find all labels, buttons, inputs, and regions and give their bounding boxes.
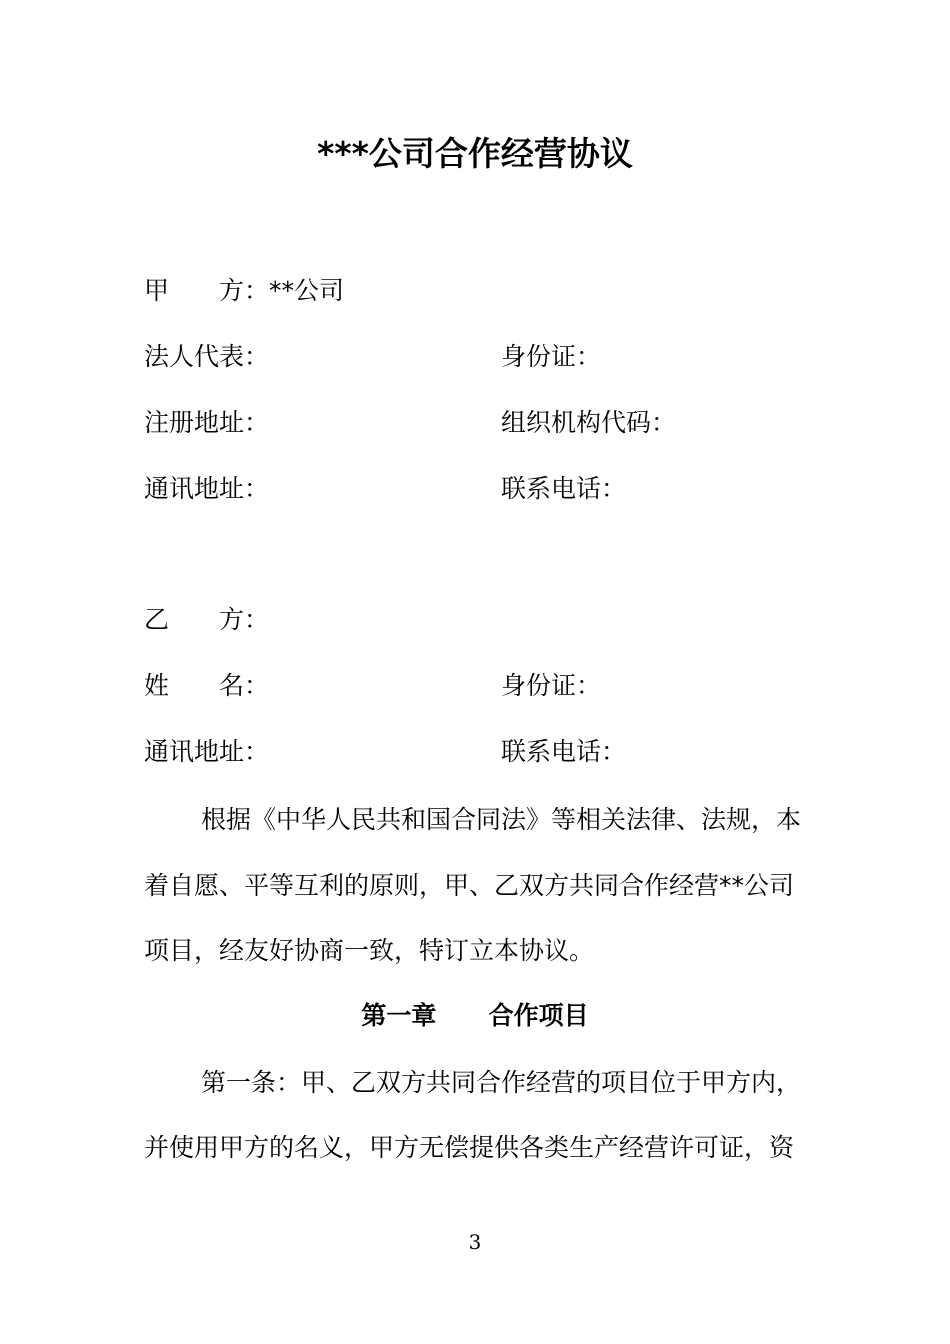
- party-b-label-first: 乙: [144, 605, 170, 634]
- preamble-line-2: 着自愿、平等互利的原则，甲、乙双方共同合作经营**公司: [144, 871, 795, 900]
- party-a-label-rest: 方：: [219, 276, 270, 305]
- party-a-id-card: 身份证：: [501, 342, 602, 371]
- party-a-value: **公司: [269, 276, 345, 305]
- party-b-mail-address: 通讯地址：: [144, 737, 270, 766]
- party-a-org-code: 组织机构代码：: [501, 408, 677, 437]
- party-a-line: [144, 274, 344, 308]
- page-number: 3: [468, 1230, 482, 1254]
- party-b-id-card: 身份证：: [501, 671, 602, 700]
- party-a-legal-rep: 法人代表：: [144, 342, 270, 371]
- party-a-reg-address: 注册地址：: [144, 408, 270, 437]
- party-b-name-line: [144, 669, 269, 703]
- preamble-line-1: 根据《中华人民共和国合同法》等相关法律、法规，本: [201, 805, 802, 834]
- party-b-name-rest: 名：: [219, 671, 270, 700]
- party-b-label-rest: 方：: [219, 605, 270, 634]
- document-title: ***公司合作经营协议: [317, 134, 633, 173]
- party-b-name-first: 姓: [144, 671, 170, 700]
- party-a-label-first: 甲: [144, 276, 170, 305]
- preamble-line-3: 项目，经友好协商一致，特订立本协议。: [144, 936, 595, 965]
- chapter-heading: 第一章 合作项目: [361, 1001, 589, 1030]
- party-b-line: [144, 603, 269, 637]
- article-1-line-1: 第一条：甲、乙双方共同合作经营的项目位于甲方内，: [201, 1068, 802, 1097]
- party-a-phone: 联系电话：: [501, 474, 627, 503]
- party-b-phone: 联系电话：: [501, 737, 627, 766]
- article-1-line-2: 并使用甲方的名义，甲方无偿提供各类生产经营许可证，资: [144, 1133, 795, 1162]
- party-a-mail-address: 通讯地址：: [144, 474, 270, 503]
